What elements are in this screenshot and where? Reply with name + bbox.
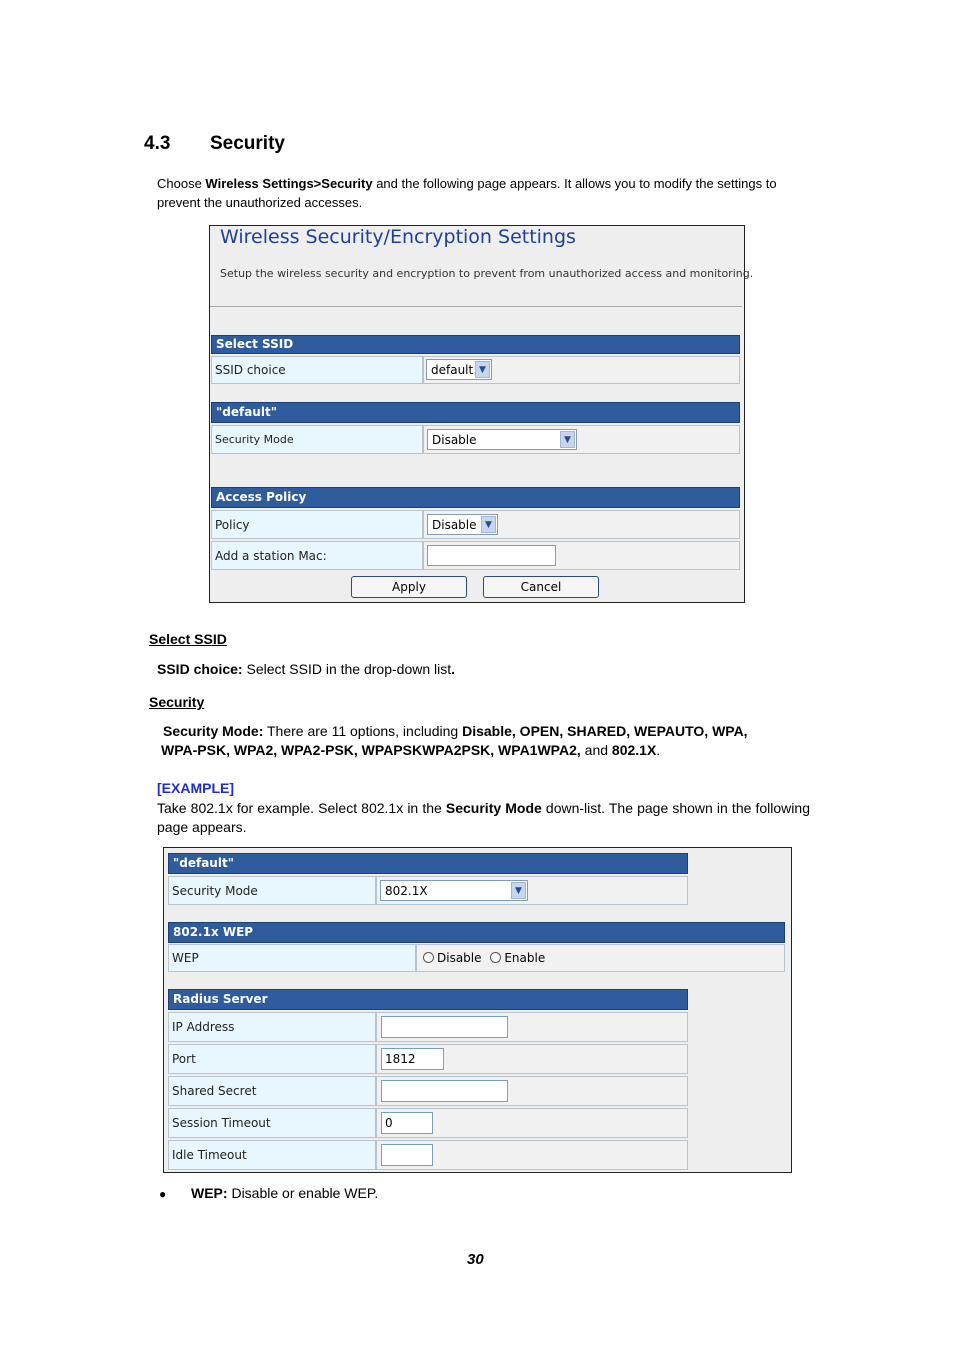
idle-timeout-label: Idle Timeout	[168, 1140, 376, 1170]
ip-address-label: IP Address	[168, 1012, 376, 1042]
intro-paragraph	[157, 174, 817, 212]
security-mode-label: Security Mode	[168, 876, 376, 905]
wep-bullet	[159, 1184, 378, 1204]
wep-bullet-desc: Disable or enable WEP.	[227, 1185, 379, 1201]
select-ssid-heading: Select SSID	[149, 631, 227, 647]
security-end: .	[656, 742, 661, 758]
settings-title: Wireless Security/Encryption Settings	[220, 226, 576, 248]
example-text-end: down-list. The page shown in the following page appears.	[157, 800, 810, 835]
divider	[210, 306, 742, 307]
security-mode-select[interactable]	[380, 880, 528, 901]
wep-radio-group	[423, 951, 545, 965]
ssid-choice-desc: Select SSID in the drop-down list	[242, 661, 452, 677]
station-mac-input[interactable]	[427, 545, 556, 566]
policy-label: Policy	[211, 510, 423, 539]
radius-server-header: Radius Server	[168, 989, 688, 1010]
chevron-down-icon: ▼	[481, 516, 496, 533]
radius-settings-screenshot	[163, 847, 792, 1173]
security-and: and	[580, 742, 612, 758]
session-timeout-label: Session Timeout	[168, 1108, 376, 1138]
port-label: Port	[168, 1044, 376, 1074]
select-ssid-header: Select SSID	[211, 335, 740, 354]
security-option-last: 802.1X	[611, 742, 657, 758]
session-timeout-input[interactable]: 0	[381, 1112, 433, 1134]
security-mode-label: Security Mode	[211, 425, 423, 454]
section-title: Security	[210, 133, 285, 154]
example-bold: Security Mode	[445, 800, 542, 816]
wep-disable-option[interactable]	[423, 951, 482, 965]
security-mode-select[interactable]	[427, 429, 577, 450]
ssid-choice-label: SSID choice	[211, 356, 423, 384]
chevron-down-icon: ▼	[511, 882, 526, 899]
security-heading: Security	[149, 694, 205, 710]
ssid-choice-end: .	[451, 661, 456, 677]
security-options-line1: Disable, OPEN, SHARED, WEPAUTO, WPA,	[462, 723, 748, 739]
policy-select[interactable]	[427, 514, 498, 535]
bullet-icon: ●	[159, 1187, 167, 1201]
default-ssid-header: "default"	[211, 402, 740, 423]
ssid-choice-select[interactable]	[426, 359, 492, 380]
wep-disable-label: Disable	[437, 951, 482, 965]
intro-text-end: and the following page appears. It allows you to modify the settings to prevent the unauthorized accesses.	[157, 176, 777, 210]
wep-bullet-term: WEP:	[191, 1185, 228, 1201]
section-number: 4.3	[144, 133, 171, 154]
ssid-choice-term: SSID choice:	[157, 661, 243, 677]
policy-value: Disable	[432, 517, 477, 532]
ssid-choice-value: default	[431, 362, 474, 377]
shared-secret-input[interactable]	[381, 1080, 508, 1102]
shared-secret-label: Shared Secret	[168, 1076, 376, 1106]
radio-icon[interactable]	[490, 952, 501, 963]
security-mode-value: 802.1X	[385, 883, 428, 898]
security-mode-term: Security Mode:	[163, 723, 264, 739]
security-mode-description	[163, 722, 748, 741]
security-mode-desc: There are 11 options, including	[263, 723, 463, 739]
chevron-down-icon: ▼	[560, 431, 575, 448]
ssid-choice-description	[157, 660, 455, 679]
access-policy-header: Access Policy	[211, 487, 740, 508]
settings-subtitle: Setup the wireless security and encryption to prevent from unauthorized access and monitoring.	[220, 267, 754, 280]
wep-header: 802.1x WEP	[168, 922, 785, 943]
cancel-button[interactable]: Cancel	[483, 576, 599, 598]
section-heading	[144, 133, 285, 155]
intro-text: Choose	[157, 176, 206, 191]
station-mac-label: Add a station Mac:	[211, 541, 423, 570]
example-paragraph	[157, 799, 810, 837]
radio-icon[interactable]	[423, 952, 434, 963]
wep-enable-option[interactable]	[490, 951, 545, 965]
default-ssid-header: "default"	[168, 853, 688, 874]
chevron-down-icon: ▼	[475, 361, 490, 378]
security-mode-value: Disable	[432, 432, 477, 447]
security-mode-description-2	[161, 741, 660, 760]
page-number: 30	[467, 1251, 484, 1268]
intro-menu-path: Wireless Settings>Security	[205, 176, 373, 191]
security-settings-screenshot	[209, 225, 754, 603]
port-input[interactable]: 1812	[381, 1048, 444, 1070]
example-label: [EXAMPLE]	[157, 780, 234, 796]
example-text: Take 802.1x for example. Select 802.1x in the	[157, 800, 446, 816]
idle-timeout-input[interactable]	[381, 1144, 433, 1166]
apply-button[interactable]: Apply	[351, 576, 467, 598]
security-options-line2: WPA-PSK, WPA2, WPA2-PSK, WPAPSKWPA2PSK, WPA1WPA2,	[161, 742, 581, 758]
ip-address-input[interactable]	[381, 1016, 508, 1038]
wep-enable-label: Enable	[504, 951, 546, 965]
wep-label: WEP	[168, 944, 416, 972]
